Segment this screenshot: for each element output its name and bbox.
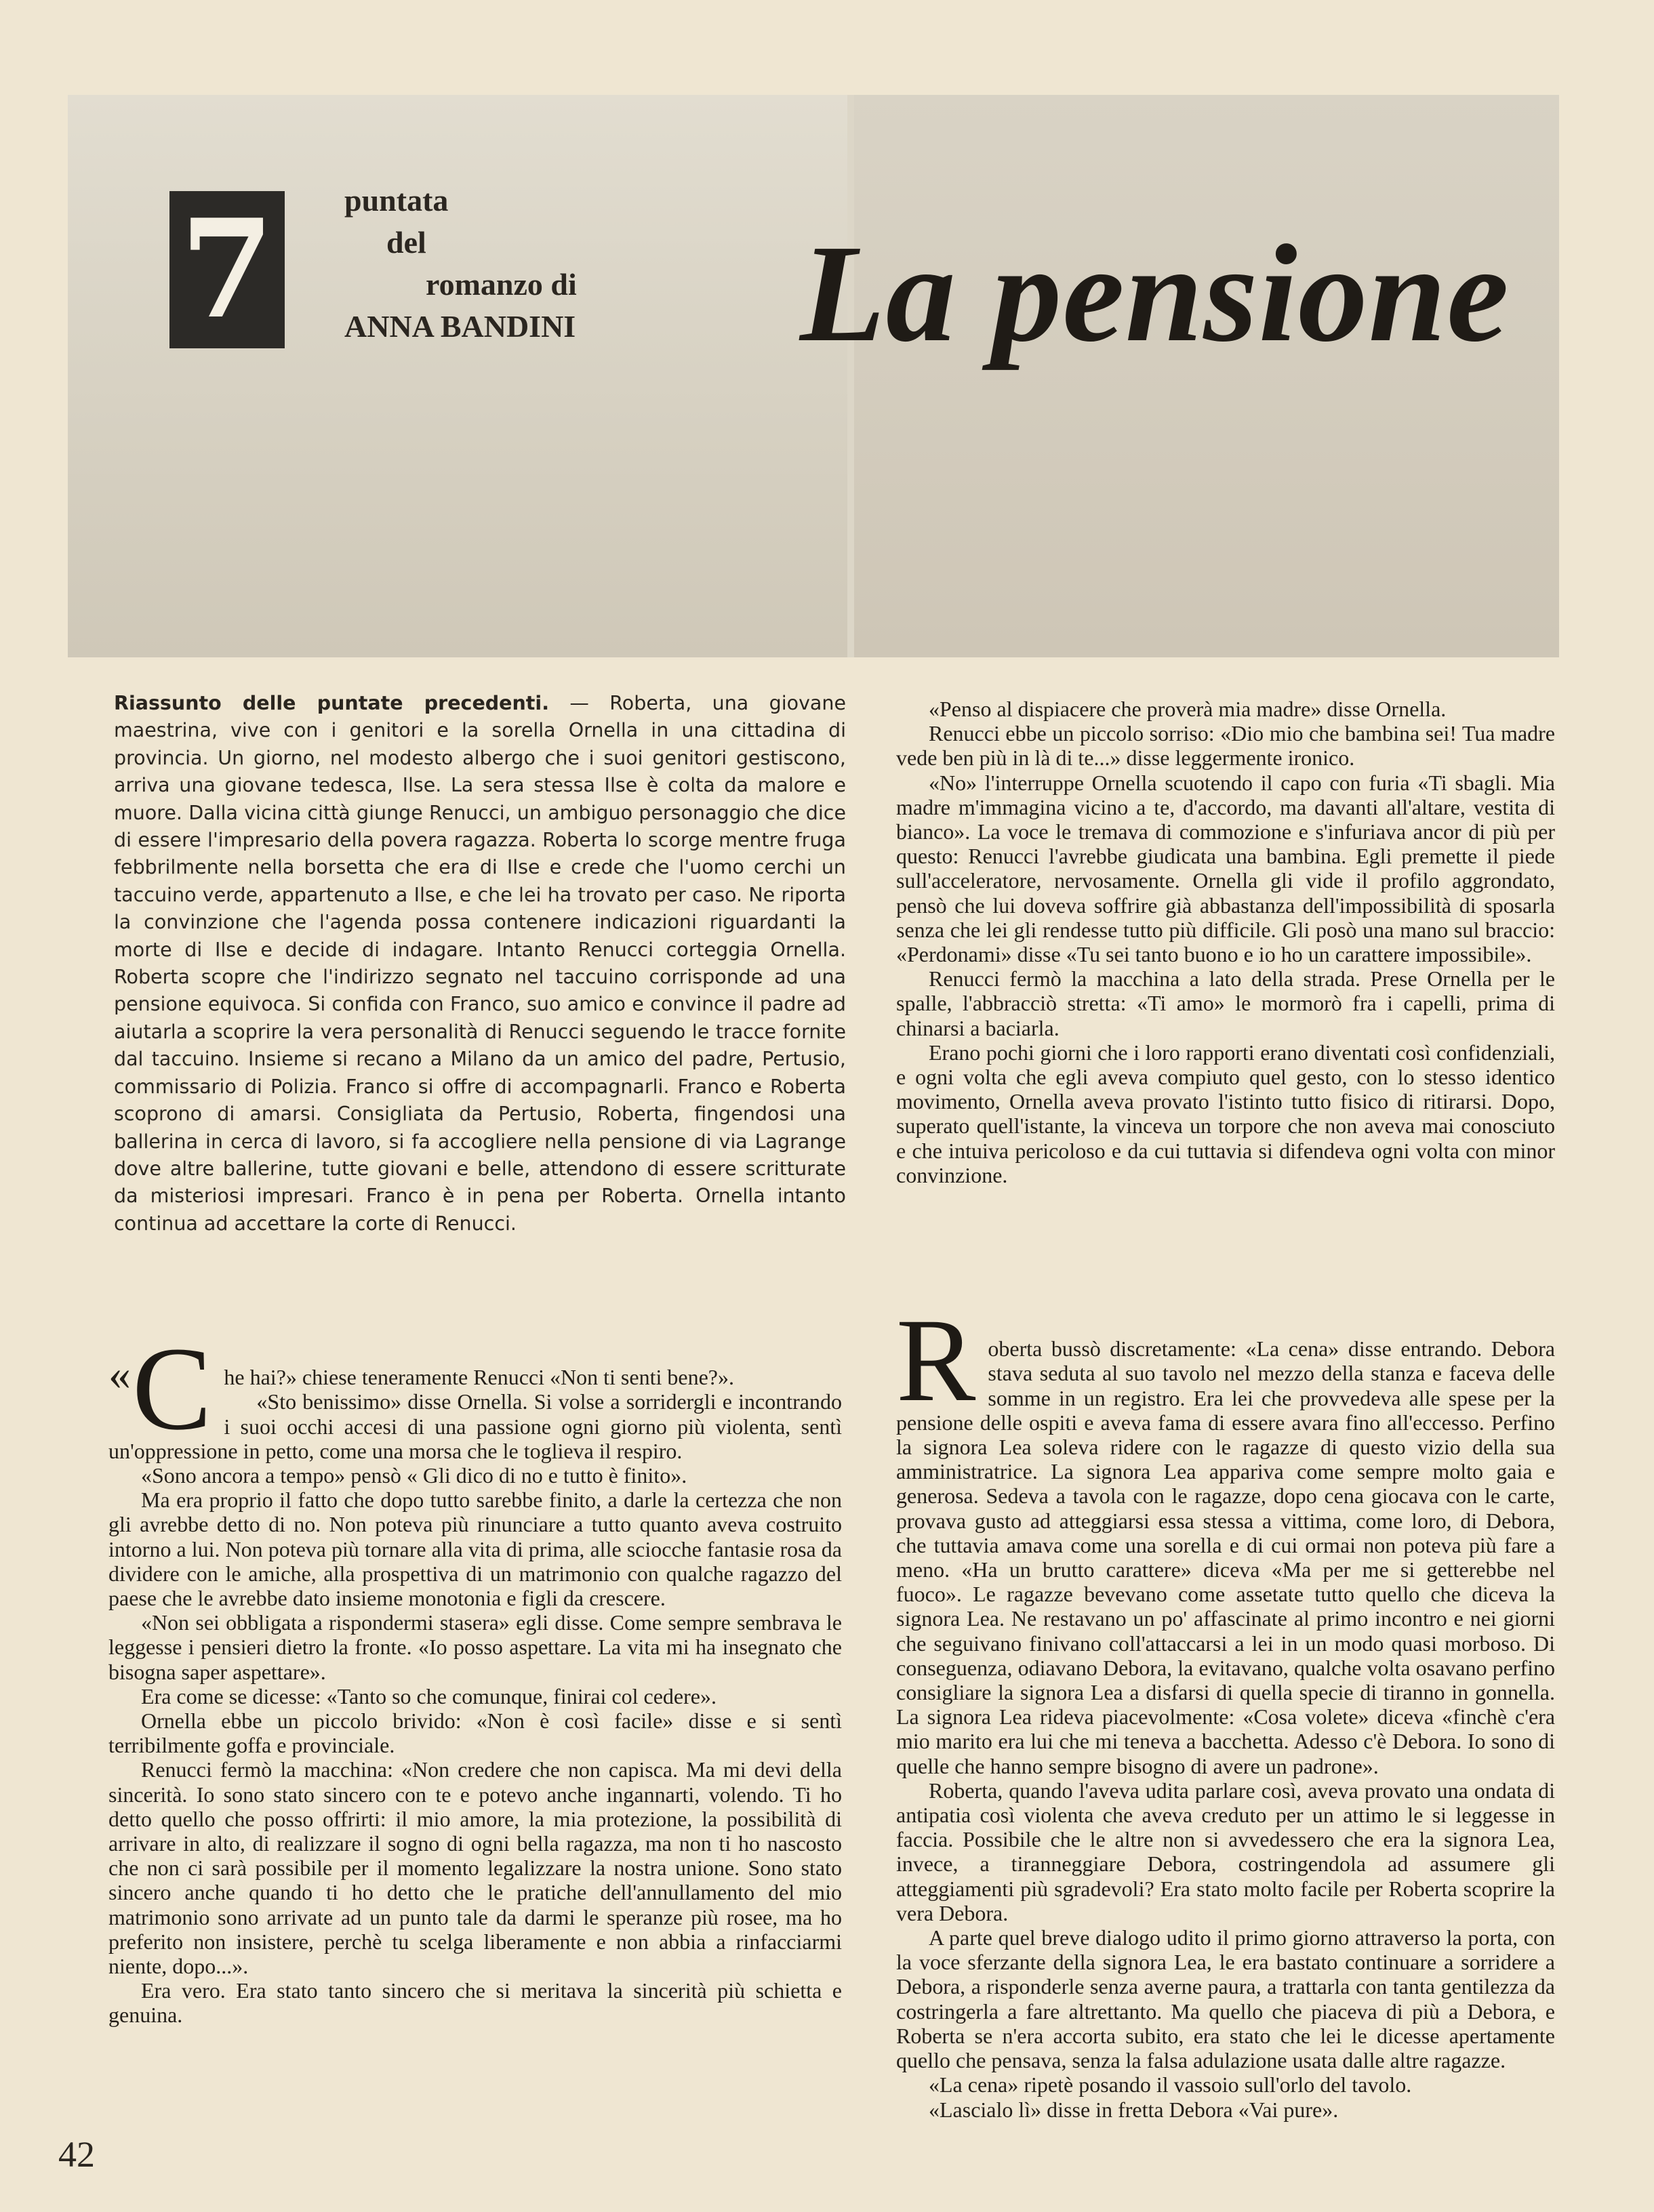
dropcap-letter: R bbox=[896, 1294, 976, 1427]
paragraph: Erano pochi giorni che i loro rapporti erano diventati così confidenziali, e ogni volta che egli aveva compiuto quel gesto, con lo stesso identico movimento, Ornella aveva provato l'istinto tutto fisico di ritirarsi. Dopo, superato quell'istante, la vinceva un torpore che non aveva mai conosciuto e che intuiva pericoloso e da cui tuttavia si difendeva ogni volta con minor convinzione. bbox=[896, 1040, 1555, 1187]
previous-episodes-summary bbox=[114, 690, 846, 1237]
installment-line-3: romanzo di bbox=[426, 267, 577, 302]
paragraph: «No» l'interruppe Ornella scuotendo il capo con furia «Ti sbagli. Mia madre m'immagina vicino a te, d'accordo, ma davanti all'altare, vestita di bianco». La voce le tremava di commozione e s'infuriava ancor di più per questo: Renucci l'avrebbe giudicata una bambina. Egli premette il piede sull'acceleratore, nervosamente. Ornella gli vide il profilo aggrondato, pensò che lui doveva soffrire già abbastanza dell'impossibilità di sposarla senza che lei gli rendesse tutto più difficile. Gli posò una mano sul braccio: «Perdonami» disse «Tu sei tanto buono e io ho un carattere impossibile». bbox=[896, 770, 1555, 967]
opening-text: he hai?» chiese teneramente Renucci «Non ti senti bene?». bbox=[224, 1365, 734, 1390]
summary-text: — Roberta, una giovane maestrina, vive con i genitori e la sorella Ornella in una cittadina di provincia. Un giorno, nel modesto albergo che i suoi genitori gestiscono, arriva una giovane tedesca, Ilse. La sera stessa Ilse è colta da malore e muore. Dalla vicina città giunge Renucci, un ambiguo personaggio che dice di essere l'impresario della povera ragazza. Roberta lo scorge mentre fruga febbrilmente nella borsetta che era di Ilse e crede che l'uomo cerchi un taccuino verde, appartenuto a Ilse, e che lei ha trovato per caso. Ne riporta la convinzione che l'agenda possa contenere indicazioni riguardanti la morte di Ilse e decide di indagare. Intanto Renucci corteggia Ornella. Roberta scopre che l'indirizzo segnato nel taccuino corrisponde ad una pensione equivoca. Si confida con Franco, suo amico e convince il padre ad aiutarla a scoprire la vera personalità di Renucci seguendo le tracce fornite dal taccuino. Insieme si recano a Milano da un amico del padre, Pertusio, commissario di Polizia. Franco si offre di accompagnarli. Franco e Roberta scoprono di amarsi. Consigliata da Pertusio, Roberta, fingendosi una ballerina in cerca di lavoro, si fa accogliere nella pensione di via Lagrange dove altre ballerine, tutte giovani e belle, attendono di essere scritturate da misteriosi impresari. Franco è in pena per Roberta. Ornella intanto continua ad accettare la corte di Renucci. bbox=[114, 692, 846, 1235]
paragraph: «Sto benissimo» disse Ornella. Si volse a sorridergli e incontrando i suoi occhi accesi di una passione ogni giorno più violenta, sentì un'oppressione in petto, come una morsa che le toglieva il respiro. bbox=[108, 1389, 842, 1463]
paragraph: Era vero. Era stato tanto sincero che si meritava la sincerità più schietta e genuina. bbox=[108, 1978, 842, 2028]
paragraph: Renucci ebbe un piccolo sorriso: «Dio mio che bambina sei! Tua madre vede ben più in là di te...» disse leggermente ironico. bbox=[896, 721, 1555, 771]
installment-line-1: puntata bbox=[344, 183, 449, 218]
author-name: ANNA BANDINI bbox=[344, 309, 576, 344]
header-photo-right bbox=[854, 95, 1559, 657]
paragraph: Roberta, quando l'aveva udita parlare così, aveva provato una ondata di antipatia così violenta che aveva creduto per un attimo le si leggesse in faccia. Possibile che le altre non si avvedessero che era la signora Lea, invece, a tiranneggiare Debora, costringendola ad assumere gli atteggiamenti più sgradevoli? Era stato molto facile per Roberta scoprire la vera Debora. bbox=[896, 1778, 1555, 1925]
paragraph: Renucci fermò la macchina a lato della strada. Prese Ornella per le spalle, l'abbracciò stretta: «Ti amo» le mormorò fra i capelli, prima di chinarsi a baciarla. bbox=[896, 966, 1555, 1040]
header-photo-left bbox=[68, 95, 847, 657]
dropcap-quote: « bbox=[108, 1350, 131, 1399]
installment-line-2: del bbox=[386, 225, 426, 260]
opening-paragraph bbox=[896, 1294, 1555, 1778]
paragraph: «Penso al dispiacere che proverà mia madre» disse Ornella. bbox=[929, 697, 1447, 721]
header-photo-background bbox=[68, 95, 1559, 657]
paragraph: «Non sei obbligata a rispondermi stasera» egli disse. Come sempre sembrava le leggesse i pensieri dietro la fronte. «Io posso aspettare. La vita mi ha insegnato che bisogna saper aspettare». bbox=[108, 1610, 842, 1684]
opening-text: oberta bussò discretamente: «La cena» disse entrando. Debora stava seduta al suo tavolo nel mezzo della stanza e faceva delle somme in un registro. Era lei che provvedeva alle spese per la pensione delle ospiti e aveva fama di essere avara fino all'eccesso. Perfino la signora Lea soleva ridere con le ragazze di questo vizio della sua amministratrice. La signora Lea appariva come sempre molto gaia e generosa. Sedeva a tavola con le ragazze, dopo cena giocava con le carte, provava gusto ad atteggiarsi essa stessa a vittima, come loro, di Debora, che tuttavia amava come una sorella e di cui ormai non poteva più fare a meno. «Ha un brutto carattere» diceva «Ma per me si getterebbe nel fuoco». Le ragazze bevevano come assetate tutto quello che diceva la signora Lea. Ne restavano un po' affascinate al primo incontro e nei giorni che seguivano finivano coll'attaccarsi a lei in un modo quasi morboso. Di conseguenza, odiavano Debora, la evitavano, qualche volta osavano perfino consigliare la signora Lea a disfarsi di quella specie di tiranno in gonnella. La signora Lea rideva piacevolmente: «Cosa volete» diceva «finchè c'era mio marito era lui che mi teneva a bacchetta. Adesso c'è Debora. Io sono di quelle che hanno sempre bisogno di avere un padrone». bbox=[896, 1336, 1555, 1778]
column-top-right bbox=[896, 697, 1555, 1187]
column-bottom-right bbox=[896, 1294, 1555, 2122]
summary-lead: Riassunto delle puntate precedenti. bbox=[114, 692, 550, 714]
paragraph: «Lascialo lì» disse in fretta Debora «Vai pure». bbox=[929, 2097, 1339, 2122]
episode-number-box bbox=[169, 191, 285, 348]
paragraph: «Sono ancora a tempo» pensò « Gli dico di no e tutto è finito». bbox=[141, 1463, 687, 1488]
paragraph: Ornella ebbe un piccolo brivido: «Non è così facile» disse e si sentì terribilmente goffa e provinciale. bbox=[108, 1708, 842, 1758]
paragraph: Renucci fermò la macchina: «Non credere che non capisca. Ma mi devi della sincerità. Io sono stato sincero con te e potevo anche ingannarti, volendo. Ti ho detto quello che posso offrirti: il mio amore, la mia protezione, la possibilità di arrivare in alto, di realizzare il sogno di ogni bella ragazza, ma non ti ho nascosto che non ci sarà possibile per il momento legalizzare la nostra unione. Sono stato sincero anche quando ti ho detto che le pratiche dell'annullamento del mio matrimonio sono arrivate ad un punto tale da darmi le speranze più rosee, ma ho preferito non insistere, perchè tu scelga liberamente e non abbia a rinfacciarmi niente, dopo...». bbox=[108, 1757, 842, 1979]
paragraph: A parte quel breve dialogo udito il primo giorno attraverso la porta, con la voce sferzante della signora Lea, le era bastato continuare a sorridere a Debora, a risponderle senza averne paura, a trattarla con tanta gentilezza da costringerla a fare altrettanto. Ma quello che piaceva di più a Debora, e Roberta se n'era accorta subito, era stato che lei le dicesse apertamente quello che pensava, senza la falsa adulazione usata dalle altre ragazze. bbox=[896, 1925, 1555, 2073]
column-bottom-left bbox=[108, 1323, 842, 2028]
page-number: 42 bbox=[58, 2134, 95, 2175]
paragraph: «La cena» ripetè posando il vassoio sull'orlo del tavolo. bbox=[929, 2072, 1412, 2097]
paragraph: Era come se dicesse: «Tanto so che comunque, finirai col cedere». bbox=[141, 1683, 717, 1708]
paragraph: Ma era proprio il fatto che dopo tutto sarebbe finito, a darle la certezza che non gli avrebbe detto di no. Non poteva più rinunciare a tutto quanto aveva costruito intorno a lui. Non poteva più tornare alla vita di prima, alle sciocche fantasie rosa da dividere con le amiche, alla prospettiva di un matrimonio con qualche ragazzo del paese che le avrebbe dato insieme monotonia e figli da crescere. bbox=[108, 1488, 842, 1611]
episode-number: 7 bbox=[180, 190, 275, 349]
dropcap-letter: C bbox=[132, 1323, 212, 1455]
story-title: La pensione bbox=[800, 216, 1510, 371]
